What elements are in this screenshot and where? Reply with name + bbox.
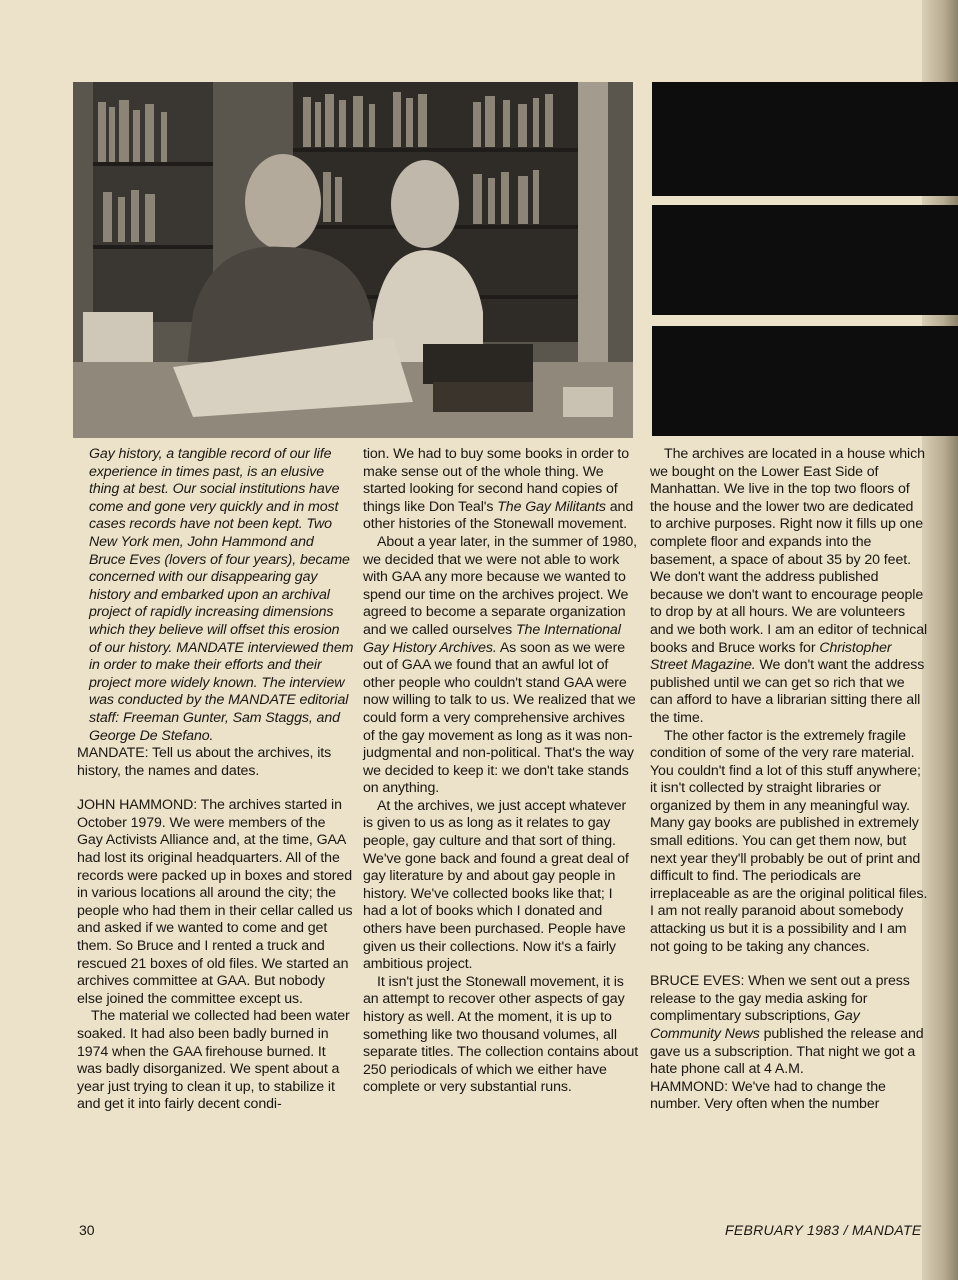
interview-answer: JOHN HAMMOND: The archives started in October 1979. We were members of the Gay Activists Alliance and, at the time, GAA had lost its original headquarters. All of the records were packed up in boxes and stored in various locations all around the city; the people who had them in their cellar called us and asked if we wanted to come and get them. So Bruce and I rented a truck and rescued 21 boxes of old files. We started an archives committee at GAA. But nobody else joined the committee except us. xyxy=(77,797,353,1007)
interview-answer: BRUCE EVES: When we sent out a press release to the gay media asking for complimentary subscriptions, Gay Community News published the release and gave us a subscription. That night we got a hate phone call at 4 A.M. xyxy=(650,973,924,1078)
photo-of-two-men-in-archive-library-icon xyxy=(73,82,633,438)
magazine-title: Christopher Street Magazine. xyxy=(650,639,892,674)
article-paragraph: At the archives, we just accept whatever is given to us as long as it relates to gay people, gay culture and that sort of thing. We've gone back and found a great deal of gay literature by and about gay people in history. We've collected books like that; I had a lot of books which I donated and others have been purchased. People have given us their collections. Now it's a fairly ambitious project. xyxy=(363,797,629,973)
book-title: The Gay Militants xyxy=(497,498,606,515)
organization-title: The International Gay History Archives. xyxy=(363,621,621,656)
article-paragraph: The material we collected had been water soaked. It had also been badly burned in 1974 when the GAA firehouse burned. It was badly disorganized. We spent about a year just trying to clean it up, to stabilize it and get it into fairly decent condi- xyxy=(77,1008,350,1113)
article-column-1 xyxy=(77,446,354,1114)
article-paragraph: About a year later, in the summer of 1980, we decided that we were not able to work with GAA any more because we wanted to spend our time on the archives project. We agreed to become a separate organization and we called ourselves The International Gay History Archives. As soon as we were out of GAA we found that an awful lot of other people who couldn't stand GAA were now willing to talk to us. We realized that we could form a very comprehensive archives of the gay movement as long as it was non-judgmental and non-political. That's the way we decided to keep it: we don't take stands on anything. xyxy=(363,533,637,797)
article-paragraph: The archives are located in a house which we bought on the Lower East Side of Manhattan. We live in the top two floors of the house and the lower two are dedicated to archive purposes. Right now it fills up one complete floor and expands into the basement, a space of about 35 by 20 feet. We don't want the address published because we don't want to encourage people to drop by at all hours. We are volunteers and we both work. I am an editor of technical books and Bruce works for Christopher Street Magazine. We don't want the address published until we can get so rich that we can afford to have a librarian sitting there all the time. xyxy=(650,446,928,726)
black-block-middle xyxy=(652,205,958,315)
article-intro: Gay history, a tangible record of our life experience in times past, is an elusive thing at best. Our social institutions have come and gone very quickly and in most cases records have not been kept. Two New York men, John Hammond and Bruce Eves (lovers of four years), became concerned with our disappearing gay history and embarked upon an archival project of rapidly increasing dimensions which they believe will offset this erosion of our history. MANDATE interviewed them in order to make their efforts and their project more widely known. The interview was conducted by the MANDATE editorial staff: Freeman Gunter, Sam Staggs, and George De Stefano. xyxy=(89,446,354,744)
photo xyxy=(73,82,633,438)
page-number: 30 xyxy=(79,1222,95,1238)
article-paragraph: The other factor is the extremely fragile condition of some of the very rare material. You couldn't find a lot of this stuff anywhere; it isn't collected by straight libraries or organized by them in any meaningful way. Many gay books are published in extremely small editions. You can get them now, but next year they'll probably be out of print and difficult to find. The periodicals are irreplaceable as are the original political files. I am not really paranoid about somebody attacking us but it is a possibility and I am not going to be taking any chances. xyxy=(650,727,928,955)
article-paragraph: tion. We had to buy some books in order to make sense out of the whole thing. We started looking for second hand copies of things like Don Teal's The Gay Militants and other histories of the Stonewall movement. xyxy=(363,446,634,533)
article-paragraph: It isn't just the Stonewall movement, it is an attempt to recover other aspects of gay history as well. At the moment, it is up to something like two thousand volumes, all separate titles. The collection contains about 250 periodicals of which we either have complete or very substantial runs. xyxy=(363,973,639,1096)
newspaper-title: Gay Community News xyxy=(650,1008,860,1042)
article-column-3 xyxy=(650,446,928,1114)
black-block-top xyxy=(652,82,958,196)
black-block-bottom xyxy=(652,326,958,436)
interview-answer: HAMMOND: We've had to change the number. Very often when the number xyxy=(650,1078,886,1113)
issue-footer: FEBRUARY 1983 / MANDATE xyxy=(725,1222,922,1238)
article-column-2 xyxy=(363,446,639,1097)
interview-question: MANDATE: Tell us about the archives, its history, the names and dates. xyxy=(77,745,332,779)
